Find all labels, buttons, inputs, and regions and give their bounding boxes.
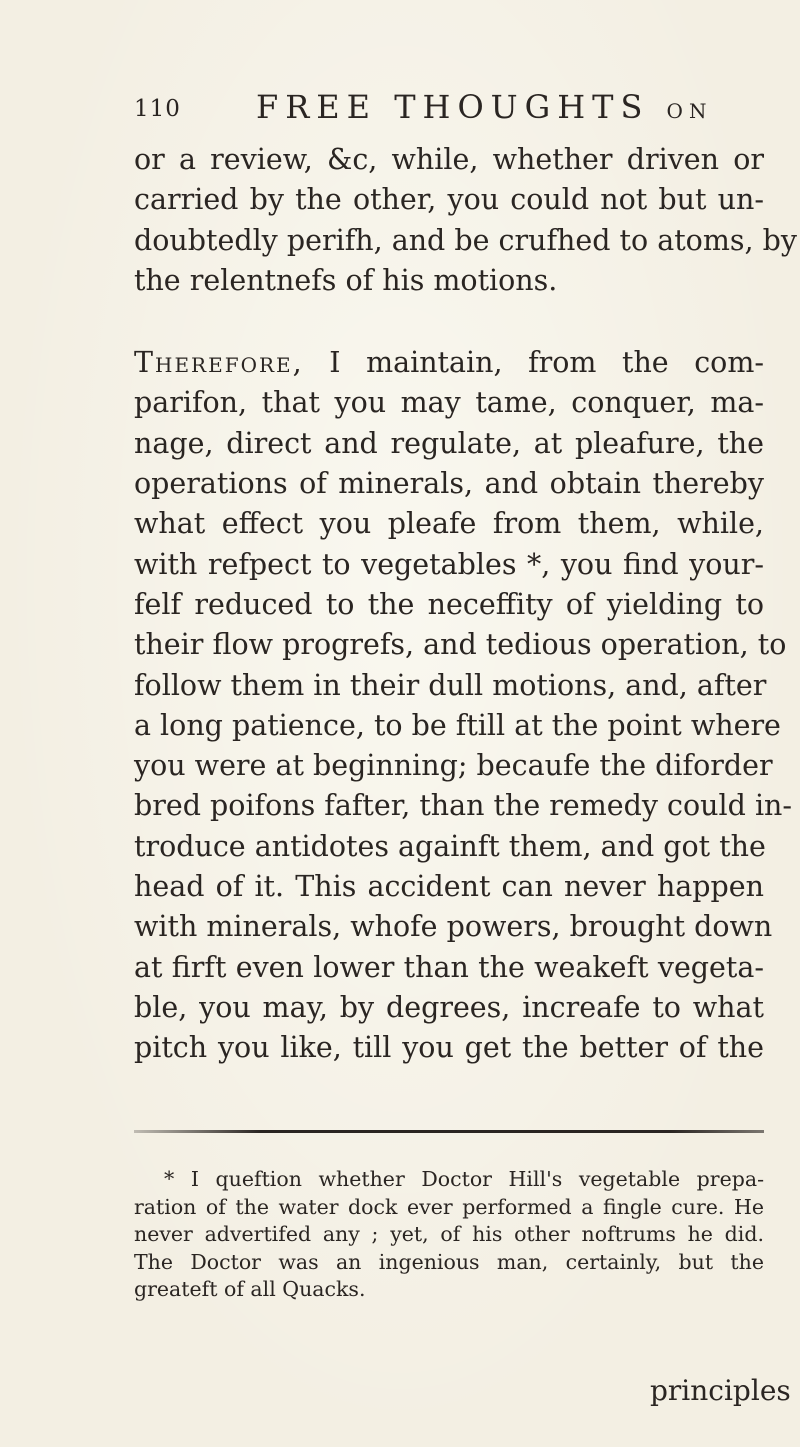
footnote-line: * I queftion whether Doctor Hill's vegetable prepa- — [164, 1167, 764, 1191]
catchword: principles — [650, 1374, 791, 1407]
text-line: at firft even lower than the weakeft vegeta- — [134, 950, 764, 984]
text-line: what effect you pleafe from them, while, — [134, 507, 764, 541]
footnote-line: greateft of all Quacks. — [134, 1277, 366, 1301]
text-line: follow them in their dull motions, and, after — [134, 668, 767, 702]
text-line: a long patience, to be ftill at the point where — [134, 708, 781, 742]
footnote-rule — [134, 1130, 764, 1133]
running-title-main: FREE THOUGHTS — [256, 88, 650, 126]
text-line: troduce antidotes againft them, and got the — [134, 829, 766, 863]
text-line: carried by the other, you could not but un- — [134, 183, 764, 217]
footnote-line: ration of the water dock ever performed a fingle cure. He — [134, 1194, 764, 1219]
text-line: bred poifons fafter, than the remedy could in- — [134, 789, 793, 823]
text-line: the relentnefs of his motions. — [134, 263, 558, 297]
text-line-rest: I maintain, from the com- — [303, 346, 764, 380]
body-text — [134, 140, 797, 1069]
text-line: operations of minerals, and obtain thereby — [134, 467, 764, 501]
text-line-first — [134, 343, 764, 383]
text-line: head of it. This accident can never happen — [134, 870, 764, 904]
text-line: nage, direct and regulate, at pleafure, the — [134, 426, 764, 460]
text-line: their flow progrefs, and tedious operation, to — [134, 628, 787, 662]
paragraph-gap — [134, 301, 764, 343]
text-line: pitch you like, till you get the better of the — [134, 1031, 764, 1065]
running-head — [134, 88, 754, 128]
text-line: parifon, that you may tame, conquer, ma- — [134, 386, 764, 420]
text-line: felf reduced to the neceffity of yielding to — [134, 587, 764, 621]
text-line: with refpect to vegetables *, you find your- — [134, 547, 764, 581]
text-line: doubtedly perifh, and be crufhed to atoms, by — [134, 223, 797, 257]
text-line: with minerals, whofe powers, brought down — [134, 910, 773, 944]
running-title — [256, 88, 712, 126]
footnote-line: never advertifed any ; yet, of his other noftrums he did. — [134, 1222, 764, 1246]
text-line: or a review, &c, while, whether driven or — [134, 143, 764, 176]
running-title-small: ON — [666, 99, 713, 123]
paragraph-2 — [134, 343, 793, 1068]
footnote — [134, 1166, 764, 1304]
footnote-line: The Doctor was an ingenious man, certainly, but the — [134, 1249, 764, 1274]
text-line: you were at beginning; becaufe the diforder — [134, 749, 773, 783]
paragraph-1 — [134, 140, 797, 301]
text-line: ble, you may, by degrees, increafe to what — [134, 990, 764, 1024]
paragraph-lead-word: Therefore, — [134, 346, 304, 380]
page-number: 110 — [134, 96, 181, 122]
